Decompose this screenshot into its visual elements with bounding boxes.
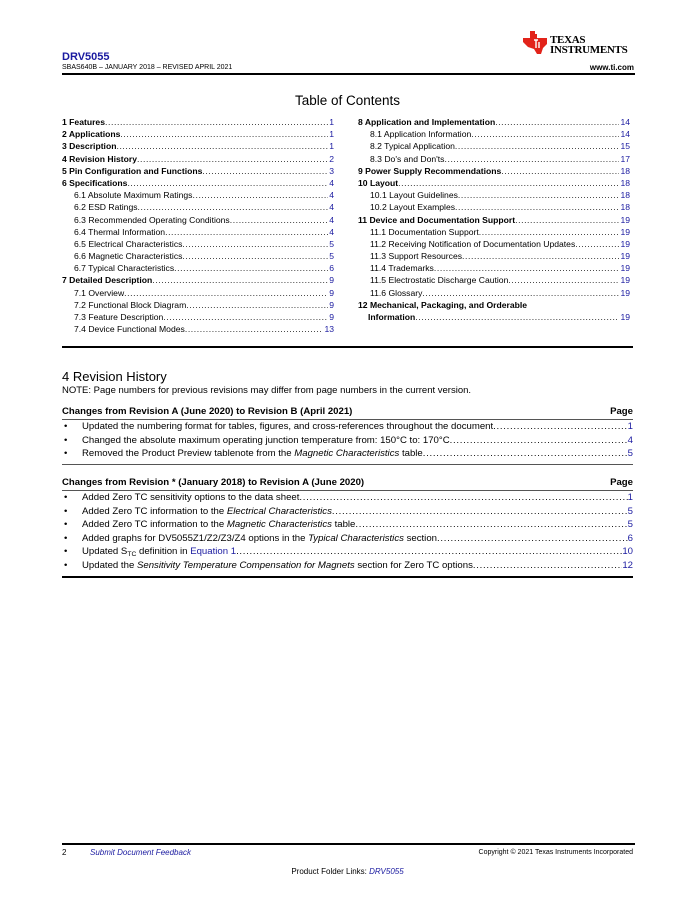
toc-entry[interactable]: 11.2 Receiving Notification of Documentation Updates ..... 19 [358,238,630,250]
copyright: Copyright © 2021 Texas Instruments Incorporated [478,849,633,856]
toc-page-link[interactable]: 19 [620,287,630,298]
page-link[interactable]: 4 [627,434,633,446]
change-text: Updated $S_{TC}$ definition in Equation 1 [82,546,237,559]
bullet: • [64,421,68,432]
ti-wordmark: TEXAS INSTRUMENTS [550,34,628,56]
doc-revision-line: SBAS640B – JANUARY 2018 – REVISED APRIL 2021 [62,64,233,71]
change-item [62,491,633,505]
toc-page-link[interactable]: 9 [329,275,334,286]
toc-page-link[interactable]: 4 [329,177,334,188]
toc-page-link[interactable]: 18 [620,190,630,201]
toc-page-link[interactable]: 19 [620,275,630,286]
website-link[interactable]: www.ti.com [589,63,634,72]
change-text: Changed the absolute maximum operating junction temperature from: 150°C to: 170°C [82,434,450,446]
change-text: Added Zero TC information to the Magnetic Characteristics table [82,519,356,531]
toc-page-link[interactable]: 9 [329,312,334,322]
toc-page-link[interactable]: 9 [329,287,334,298]
toc-page-link[interactable]: 4 [329,226,334,237]
toc-entry[interactable]: 10.1 Layout Guidelines ..... 18 [358,189,630,201]
toc-entry[interactable]: 11.3 Support Resources ..... 19 [358,250,630,262]
page-link[interactable]: 1 [627,492,633,503]
toc-entry[interactable]: 1 Features ..... 1 [62,116,334,128]
toc-entry[interactable]: 6.5 Electrical Characteristics ..... 5 [62,238,334,250]
toc-entry[interactable]: 7 Detailed Description ..... 9 [62,274,334,286]
toc-entry[interactable]: 6.2 ESD Ratings ..... 4 [62,201,334,213]
toc-page-link[interactable]: 2 [329,153,334,164]
page-link[interactable]: 5 [627,519,633,531]
toc-entry[interactable]: 6.7 Typical Characteristics ..... 6 [62,262,334,274]
toc-entry[interactable]: 6.6 Magnetic Characteristics ..... 5 [62,250,334,262]
toc-entry[interactable]: Information ..... 19 [358,311,630,323]
changes-heading: Changes from Revision * (January 2018) to Revision A (June 2020) Page [62,476,633,491]
bullet: • [64,532,68,544]
toc-page-link[interactable]: 13 [324,324,334,335]
toc-page-link[interactable]: 18 [620,202,630,213]
toc-entry[interactable]: 7.1 Overview ..... 9 [62,287,334,299]
toc-entry[interactable]: 6.4 Thermal Information ..... 4 [62,226,334,238]
ti-logo[interactable] [522,30,637,60]
toc-page-link[interactable]: 5 [329,238,334,249]
change-text: Removed the Product Preview tablenote from the Magnetic Characteristics table [82,448,423,460]
bullet: • [64,505,68,517]
changes-group-a [62,476,633,578]
toc-page-link[interactable]: 4 [329,214,334,225]
toc-page-link[interactable]: 19 [620,251,630,262]
toc-entry[interactable]: 4 Revision History ..... 2 [62,153,334,165]
toc-page-link[interactable]: 14 [620,117,630,127]
product-folder-link[interactable]: DRV5055 [369,867,404,876]
toc-page-link[interactable]: 19 [620,226,630,237]
toc-entry[interactable]: 7.4 Device Functional Modes ..... 13 [62,323,334,335]
header-rule [62,73,635,75]
toc-page-link[interactable]: 15 [620,141,630,152]
toc-entry[interactable]: 11.5 Electrostatic Discharge Caution ..... 19 [358,274,630,286]
toc-entry[interactable]: 8.1 Application Information ..... 14 [358,128,630,140]
toc-entry[interactable]: 11.4 Trademarks ..... 19 [358,262,630,274]
toc-bottom-rule [62,346,633,348]
toc-entry[interactable]: 12 Mechanical, Packaging, and Orderable [358,299,528,310]
toc-page-link[interactable]: 6 [329,263,334,274]
page-link[interactable]: 10 [622,546,633,558]
toc-entry[interactable]: 8 Application and Implementation ..... 14 [358,116,630,128]
toc-page-link[interactable]: 1 [329,117,334,127]
toc-right-column [358,116,630,323]
changes-group-b [62,405,633,465]
page-link[interactable]: 5 [627,448,633,460]
toc-entry[interactable]: 6 Specifications ..... 4 [62,177,334,189]
change-item [62,532,633,546]
bullet: • [64,519,68,531]
toc-page-link[interactable]: 18 [620,165,630,176]
toc-entry[interactable]: 7.3 Feature Description ..... 9 [62,311,334,323]
toc-entry[interactable]: 5 Pin Configuration and Functions ..... 3 [62,165,334,177]
bullet: • [64,434,68,446]
change-item [62,434,633,448]
toc-title: Table of Contents [294,93,401,108]
toc-page-link[interactable]: 3 [329,165,334,176]
toc-page-link[interactable]: 19 [620,214,630,225]
footer-rule [62,843,635,845]
changes-heading: Changes from Revision A (June 2020) to Revision B (April 2021) Page [62,405,633,420]
toc-page-link[interactable]: 1 [329,141,334,152]
toc-entry[interactable]: 8.3 Do's and Don'ts ..... 17 [358,153,630,165]
toc-entry[interactable]: 3 Description ..... 1 [62,140,334,152]
section-title: 4 Revision History [62,369,167,384]
toc-entry[interactable]: 11.1 Documentation Support ..... 19 [358,226,630,238]
toc-page-link[interactable]: 19 [620,312,630,322]
part-number[interactable]: DRV5055 [62,51,110,63]
toc-entry[interactable]: 10.2 Layout Examples ..... 18 [358,201,630,213]
toc-entry[interactable]: 9 Power Supply Recommendations ..... 18 [358,165,630,177]
bullet: • [64,448,68,460]
toc-page-link[interactable]: 17 [620,153,630,164]
toc-page-link[interactable]: 19 [620,238,630,249]
toc-page-link[interactable]: 18 [620,177,630,188]
bullet: • [64,546,68,558]
revision-note: NOTE: Page numbers for previous revisions may differ from page numbers in the current version. [62,385,472,396]
page-link[interactable]: 1 [627,421,633,432]
toc-entry[interactable]: 6.1 Absolute Maximum Ratings ..... 4 [62,189,334,201]
submit-feedback-link[interactable]: Submit Document Feedback [90,848,191,857]
toc-page-link[interactable]: 4 [329,190,334,201]
bullet: • [64,559,68,571]
change-item [62,518,633,532]
equation-link[interactable]: Equation 1 [190,546,237,558]
toc-entry[interactable]: 11 Device and Documentation Support ..... 19 [358,214,630,226]
toc-entry[interactable]: 2 Applications ..... 1 [62,128,334,140]
toc-page-link[interactable]: 5 [329,251,334,262]
change-text: Added Zero TC sensitivity options to the data sheet [82,492,300,503]
toc-page-link[interactable]: 14 [620,129,630,140]
toc-left-column [62,116,334,335]
page-link[interactable]: 6 [627,532,633,544]
change-text: Added Zero TC information to the Electrical Characteristics [82,505,332,517]
toc-page-link[interactable]: 19 [620,263,630,274]
change-item [62,420,633,434]
toc-page-link[interactable]: 9 [329,299,334,310]
change-item [62,559,633,573]
change-text: Added graphs for DV5055Z1/Z2/Z3/Z4 options in the Typical Characteristics section [82,532,437,544]
toc-entry[interactable]: 11.6 Glossary ..... 19 [358,287,630,299]
change-text: Updated the Sensitivity Temperature Compensation for Magnets section for Zero TC options [82,559,473,571]
toc-entry[interactable]: 6.3 Recommended Operating Conditions ..... 4 [62,214,334,226]
change-item [62,545,633,559]
change-item [62,505,633,519]
toc-entry[interactable]: 10 Layout ..... 18 [358,177,630,189]
toc-entry[interactable]: 8.2 Typical Application ..... 15 [358,140,630,152]
bullet: • [64,492,68,503]
change-text: Updated the numbering format for tables, figures, and cross-references throughout the document [82,421,494,432]
toc-page-link[interactable]: 4 [329,202,334,213]
page-link[interactable]: 5 [627,505,633,517]
toc-page-link[interactable]: 1 [329,129,334,140]
page-number: 2 [62,848,67,857]
toc-entry[interactable]: 7.2 Functional Block Diagram ..... 9 [62,299,334,311]
ti-state-logo-icon [522,30,548,56]
product-folder-links: Product Folder Links: DRV5055 [291,867,404,876]
page-link[interactable]: 12 [622,559,633,571]
change-item [62,447,633,461]
